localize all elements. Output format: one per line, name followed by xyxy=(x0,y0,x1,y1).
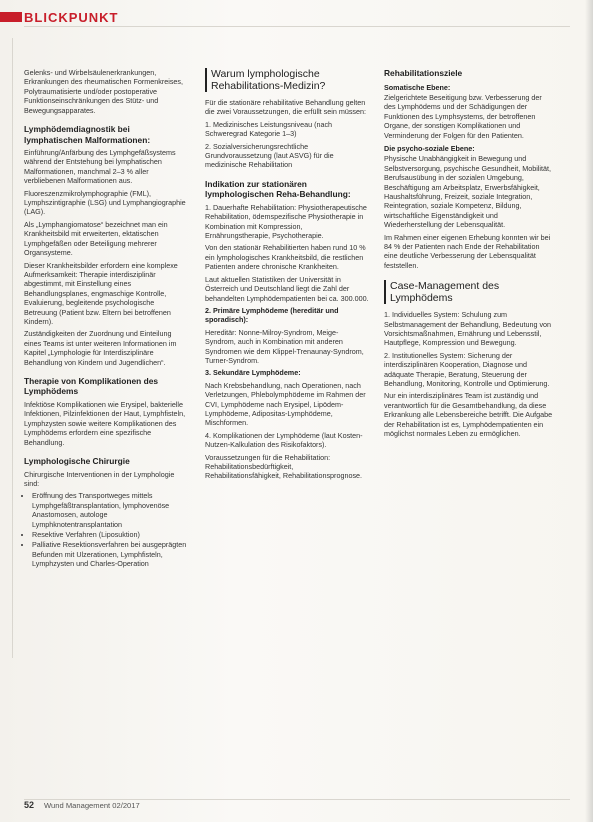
why-heading: Warum lymphologische Rehabilitations-Medizin? xyxy=(205,68,369,92)
ind-p1: 1. Dauerhafte Rehabilitation: Physiotherapeutische Rehabilitation, ödemspezifische Physiotherapie in Kombination mit Kompression, Ernährungstherapie, Psychotherapie. xyxy=(205,202,367,241)
journal-name: Wund Management 02/2017 xyxy=(44,800,140,810)
footer xyxy=(24,800,140,810)
ind-p2: Von den stationär Rehabilitierten haben rund 10 % ein lymphologisches Krankheitsbild, die restlichen Patienten andere chronische Krankheiten. xyxy=(205,243,366,272)
ind-p3: Laut aktuellen Statistiken der Universität in Österreich und Deutschland liegt die Zahl der behandelten Lymphödempatienten bei ca. 300.000. xyxy=(205,274,369,303)
list-item: • Palliative Resektionsverfahren bei ausgeprägten Befunden mit Ulzerationen, Lymphfisteln, Lymphzysten und Charles-Operation xyxy=(32,540,188,568)
case-item-2: 2. Institutionelles System: Sicherung der interdisziplinären Kooperation, Diagnose und adäquate Therapie, Beratung, Steuerung der Behandlung, Monitoring, Kontrolle und Optimierung. xyxy=(384,350,550,389)
why-p1: Für die stationäre rehabilitative Behandlung gelten die zwei Voraussetzungen, die erfüllt sein müssen: xyxy=(205,98,367,117)
page-number: 52 xyxy=(24,800,35,810)
list-item: • Eröffnung des Transportweges mittels Lymphgefäßtransplantation, lymphovenöse Anastomosen, autologe Lymphknotentransplantation xyxy=(32,491,188,529)
section-header: BLICKPUNKT xyxy=(24,10,119,25)
section-color-flag xyxy=(0,12,22,22)
diag-p3: Als „Lymphangiomatose“ bezeichnet man ein Krankheitsbild mit erweiterten, ektatischen Lymphgefäßen oder Beteiligung mehrerer Organsysteme. xyxy=(24,219,168,258)
therapy-heading: Therapie von Komplikationen des Lymphödems xyxy=(24,375,159,397)
case-heading: Case-Management des Lymphödems xyxy=(384,280,554,304)
diag-p2: Fluoreszenzmikrolymphographie (FML), Lymphszintigraphie (LSG) und Lymphangiographie (LAG). xyxy=(24,188,186,217)
somatic-p: Zielgerichtete Beseitigung bzw. Verbesserung der des Lymphödems und der Schädigungen der Funktionen des Lymphsystems, der betroffenen Organe, der sonstigen Komplikationen und Verminderung der Folgen für den Patienten. xyxy=(384,92,542,140)
diag-p5: Zuständigkeiten der Zuordnung und Einteilung eines Teams ist unter weiteren Informationen im Kapitel „Lymphologie für Interdisziplinäre Behandlung von Kindern und Jugendlichen“. xyxy=(24,329,177,367)
psychosocial-subheading: Die psycho-soziale Ebene: xyxy=(384,143,475,153)
case-item-1: 1. Individuelles System: Schulung zum Selbstmanagement der Behandlung, Bedeutung von Vorsichtsmaßnahmen, Ernährung und Lebensstil, Hautpflege, Kompression und Bewegung. xyxy=(384,310,552,348)
why-item-2: 2. Sozialversicherungsrechtliche Grundvoraussetzung (laut ASVG) für die medizinische Rehabilitation xyxy=(205,141,334,170)
therapy-p1: Infektiöse Komplikationen wie Erysipel, bakterielle Infektionen, Pilzinfektionen der Haut, Lymphfisteln, Lymphzysten sowie weitere Komplikationen des Lymphödems erfordern eine spezifische Behandlung. xyxy=(24,399,186,447)
somatic-subheading: Somatische Ebene: xyxy=(384,82,451,92)
case-p: Nur ein interdisziplinäres Team ist zuständig und verantwortlich für die Gesamtbehandlung, da diese Erkrankung alle Lebensbereiche betrifft. Die Aufgabe der Rehabilitation ist es, Lymphödempatienten ein möglichst normales Leben zu ermöglichen. xyxy=(384,391,553,439)
ind-p8: 4. Komplikationen der Lymphödeme (laut Kosten-Nutzen-Kalkulation des Risikofaktors). xyxy=(205,430,363,450)
ind-p6: 3. Sekundäre Lymphödeme: xyxy=(205,368,301,378)
surgery-list xyxy=(24,491,188,568)
ind-p9: Voraussetzungen für die Rehabilitation: Rehabilitationsbedürftigkeit, Rehabilitationsfähigkeit, Rehabilitationsprognose. xyxy=(205,452,363,481)
list-item: • Resektive Verfahren (Liposuktion) xyxy=(32,530,188,539)
column-3 xyxy=(384,68,554,442)
surgery-heading: Lymphologische Chirurgie xyxy=(24,456,130,466)
column-1 xyxy=(24,68,188,572)
header-rule xyxy=(24,26,570,27)
indication-heading: Indikation zur stationären lymphologischen Reha-Behandlung: xyxy=(205,178,351,200)
ind-p5: Hereditär: Nonne-Milroy-Syndrom, Meige-Syndrom, auch in Kombination mit anderen Syndromen wie dem Klippel-Trenaunay-Syndrom, Turner-Syndrom. xyxy=(205,327,364,365)
diag-heading: Lymphödemdiagnostik bei lymphatischen Malformationen: xyxy=(24,124,151,145)
diag-p4: Dieser Krankheitsbilder erfordern eine komplexe Aufmerksamkeit: Therapie interdisziplinär abgestimmt, mit Einstellung eines Behandlungsplanes, engmaschige Kontrolle, Evaluierung, begleitende psychologische Betreuung (Patient bzw. Eltern bei betroffenen Kindern). xyxy=(24,260,178,326)
psychosocial-p1: Physische Unabhängigkeit in Bewegung und Selbstversorgung, psychische Gesundheit, Mobilität, Berufsausübung in der sozialen Umgebung, Beschäftigung am Arbeitsplatz, Erwerbsfähigkeit, Haushaltsführung, Freizeit, soziale Integration, Reintegration, soziale Kompetenz, Bildung, wirtschaftliche Eigenständigkeit und Wiederherstellung der Lebensqualität. xyxy=(384,154,551,230)
diag-p1: Einführung/Anfärbung des Lymphgefäßsystems während der Entstehung bei lymphatischen Malformationen, manchmal 2–3 % aller verbliebenen Malformationen aus. xyxy=(24,148,176,186)
margin-rule xyxy=(12,38,17,658)
surgery-p1: Chirurgische Interventionen in der Lymphologie sind: xyxy=(24,469,175,488)
page-binding-shadow xyxy=(585,0,593,822)
ind-p7: Nach Krebsbehandlung, nach Operationen, nach Verletzungen, Phlebolymphödeme im Rahmen der CVI, Lymphödeme nach Erysipel, Lipödem-Lymphödeme, Adipositas-Lymphödeme, Mischformen. xyxy=(205,380,366,428)
psychosocial-p2: Im Rahmen einer eigenen Erhebung konnten wir bei 84 % der Patienten nach Ende der Rehabilitation eine deutliche Verbesserung der Lebensqualität feststellen. xyxy=(384,232,551,270)
why-item-1: 1. Medizinisches Leistungsniveau (nach Schweregrad Kategorie 1–3) xyxy=(205,119,333,139)
column-2 xyxy=(205,68,369,484)
goals-heading: Rehabilitationsziele xyxy=(384,68,463,78)
ind-p4: 2. Primäre Lymphödeme (hereditär und sporadisch): xyxy=(205,305,339,325)
col1-intro: Gelenks- und Wirbelsäulenerkrankungen, Erkrankungen des rheumatischen Formenkreises, Polytraumatisierte und/oder postoperative Funktionseinschränkungen des Stütz- und Bewegungsapparates. xyxy=(24,68,183,115)
